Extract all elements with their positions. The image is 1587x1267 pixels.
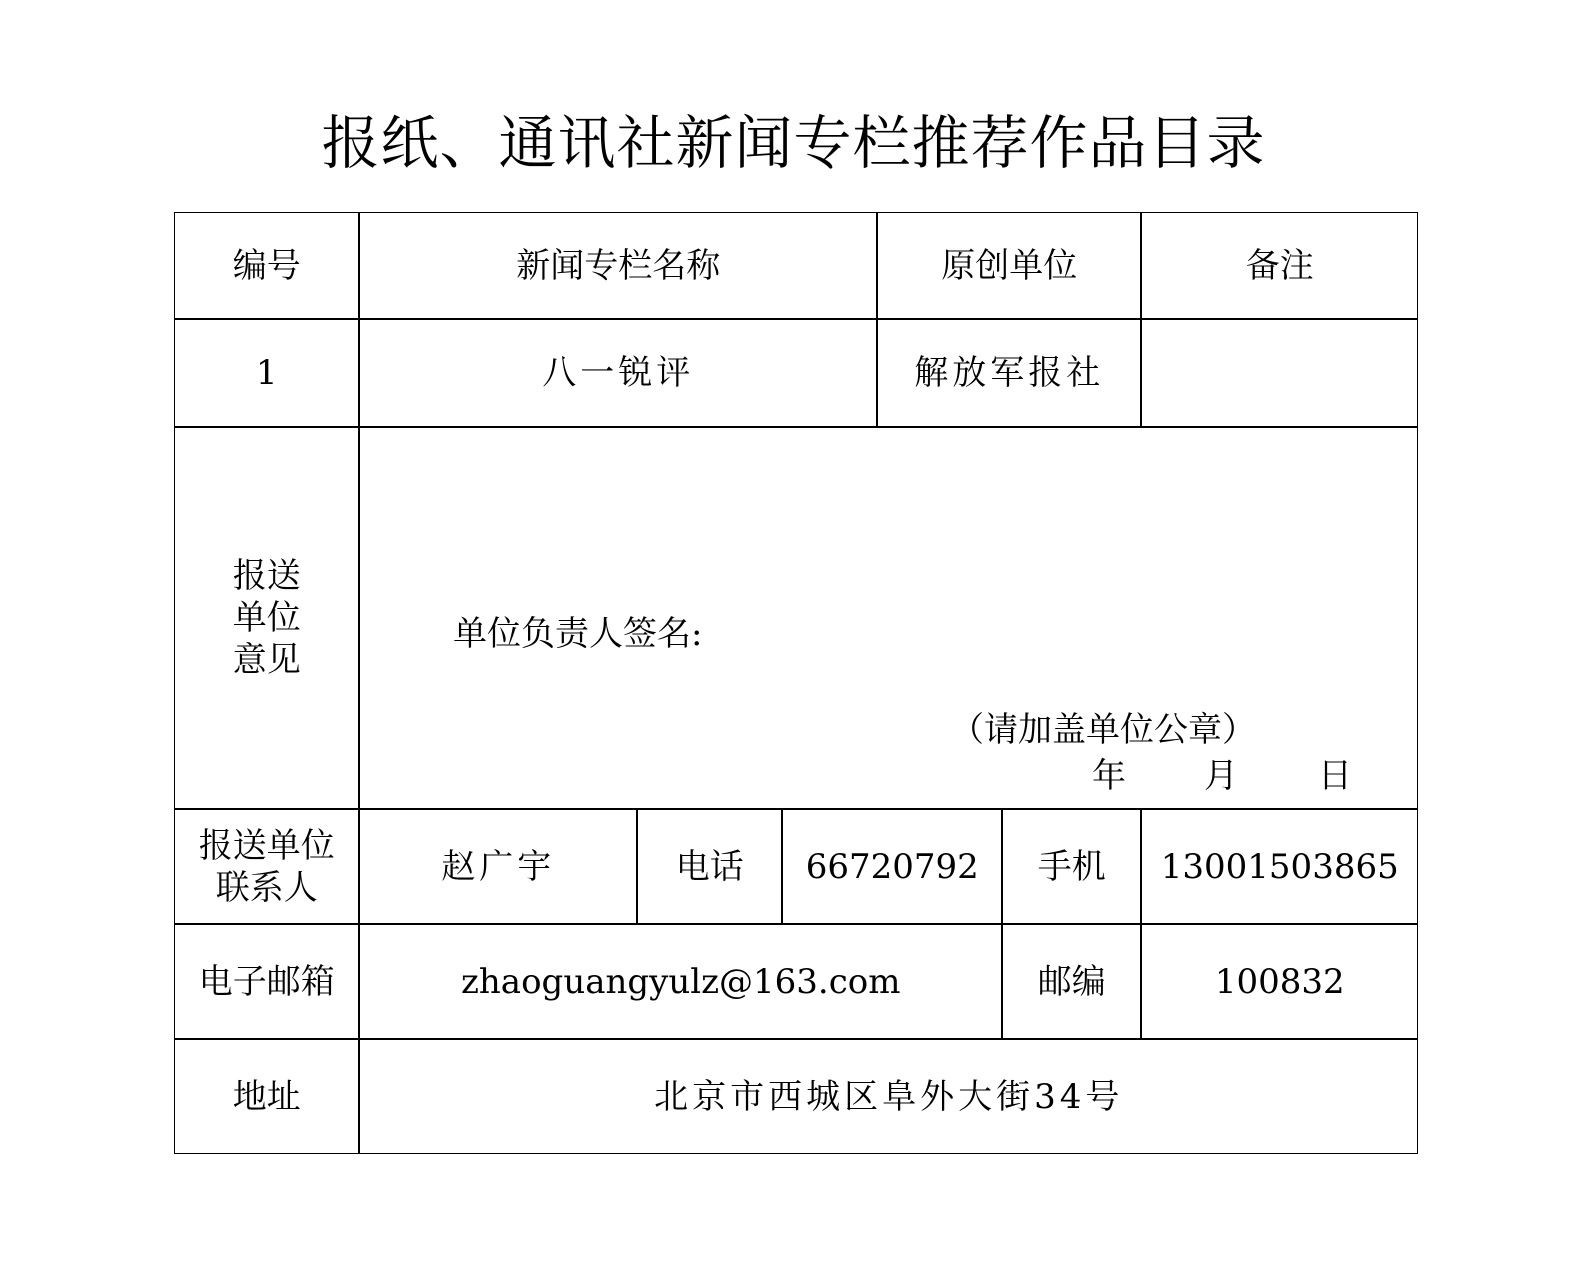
header-number: 编号 [232,245,301,286]
phone-label: 电话 [675,846,744,887]
contact-label-line-2: 联系人 [215,867,318,908]
mobile-cell [1141,809,1418,924]
entry-column-name: 八一锐评 [542,353,695,394]
contact-label-line-1: 报送单位 [198,825,335,866]
date-year: 年 [1092,756,1126,796]
phone-number: 66720792 [805,846,979,887]
signature-label: 单位负责人签名: [453,614,703,654]
postcode-cell [1141,924,1418,1039]
header-original-unit: 原创单位 [941,245,1078,286]
entry-number-cell [174,319,359,427]
entry-original-unit-cell [877,319,1141,427]
entry-column-name-cell [359,319,877,427]
mobile-label-cell [1002,809,1141,924]
email-label-cell [174,924,359,1039]
entry-original-unit: 解放军报社 [914,353,1105,394]
address-value: 北京市西城区阜外大街34号 [654,1076,1124,1117]
email-cell [359,924,1002,1039]
address-label-cell [174,1039,359,1154]
contact-name: 赵广宇 [441,846,556,887]
opinion-label-cell [174,427,359,809]
postcode-label-cell [1002,924,1141,1039]
opinion-label-line-1: 报送 [232,556,301,597]
header-remarks: 备注 [1245,245,1314,286]
header-original-unit-cell [877,212,1141,319]
address-cell [359,1039,1418,1154]
entry-remarks-cell [1141,319,1418,427]
email-label: 电子邮箱 [198,961,335,1002]
mobile-number: 13001503865 [1160,846,1399,887]
email-address: zhaoguangyulz@163.com [461,961,901,1002]
date-line [1092,755,1352,797]
postcode-label: 邮编 [1037,961,1106,1002]
page-title: 报纸、通讯社新闻专栏推荐作品目录 [321,109,1266,177]
opinion-label-line-3: 意见 [232,640,301,681]
seal-note: （请加盖单位公章） [950,710,1256,750]
contact-name-cell [359,809,637,924]
header-remarks-cell [1141,212,1418,319]
entry-number: 1 [255,353,278,394]
postcode: 100832 [1214,961,1345,1002]
opinion-label-line-2: 单位 [232,598,301,639]
mobile-label: 手机 [1037,846,1106,887]
header-number-cell [174,212,359,319]
phone-label-cell [637,809,782,924]
date-day: 日 [1318,756,1352,796]
header-column-name: 新闻专栏名称 [516,245,721,286]
header-column-name-cell [359,212,877,319]
address-label: 地址 [232,1076,301,1117]
phone-cell [782,809,1002,924]
date-month: 月 [1204,756,1238,796]
contact-label-cell [174,809,359,924]
